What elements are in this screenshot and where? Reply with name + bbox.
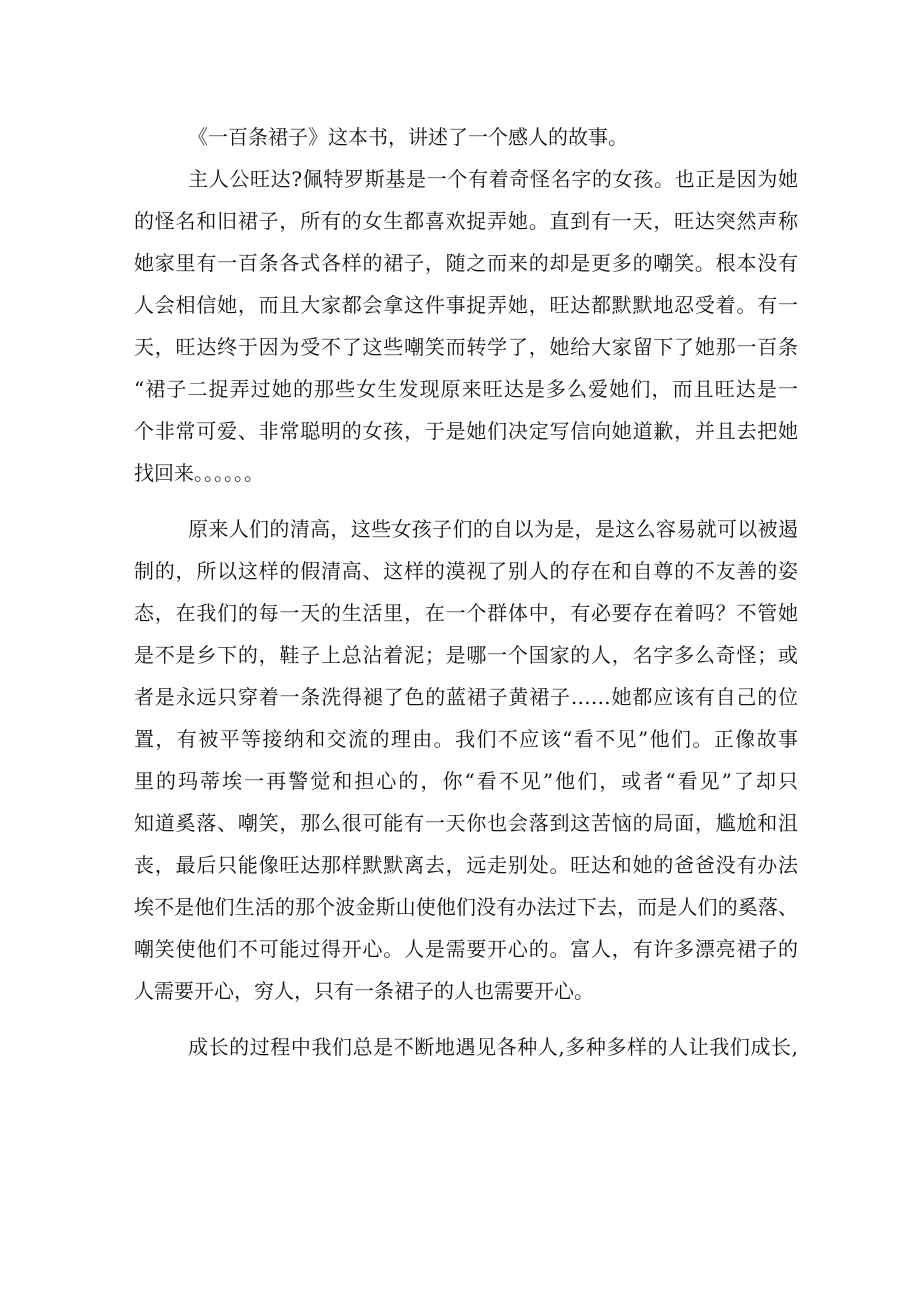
text-line: 知道奚落、嘲笑，那么很可能有一天你也会落到这苦恼的局面，尴尬和沮 <box>134 811 798 835</box>
text-line: 主人公旺达?佩特罗斯基是一个有着奇怪名字的女孩。也正是因为她 <box>188 167 798 191</box>
paragraph-growth <box>134 1026 798 1068</box>
text-line: 天，旺达终于因为受不了这些嘲笑而转学了，她给大家留下了她那一百条 <box>134 335 798 359</box>
text-line: 原来人们的清高，这些女孩子们的自以为是，是这么容易就可以被遏 <box>188 517 798 541</box>
text-line: 的怪名和旧裙子，所有的女生都喜欢捉弄她。直到有一天，旺达突然声称 <box>134 209 798 233</box>
text-line: 里的玛蒂埃一再警觉和担心的，你“看不见”他们，或者“看见”了却只 <box>134 769 798 793</box>
text-line: 人需要开心，穷人，只有一条裙子的人也需要开心。 <box>134 979 594 1003</box>
text-line: 《一百条裙子》这本书，讲述了一个感人的故事。 <box>188 125 628 149</box>
text-line: 置，有被平等接纳和交流的理由。我们不应该“看不见”他们。正像故事 <box>134 727 798 751</box>
text-line: 埃不是他们生活的那个波金斯山使他们没有办法过下去，而是人们的奚落、 <box>134 895 798 919</box>
text-line: 成长的过程中我们总是不断地遇见各种人,多种多样的人让我们成长, <box>188 1035 798 1059</box>
text-line: 是不是乡下的，鞋子上总沾着泥；是哪一个国家的人，名字多么奇怪；或 <box>134 643 798 667</box>
document-body <box>134 116 798 1068</box>
text-line: 丧，最后只能像旺达那样默默离去，远走别处。旺达和她的爸爸没有办法 <box>134 853 798 877</box>
paragraph-intro <box>134 116 798 158</box>
paragraph-reflection <box>134 508 798 1012</box>
text-line: 者是永远只穿着一条洗得褪了色的蓝裙子黄裙子……她都应该有自己的位 <box>134 685 798 709</box>
text-line: 嘲笑使他们不可能过得开心。人是需要开心的。富人，有许多漂亮裙子的 <box>134 937 798 961</box>
paragraph-story-summary <box>134 158 798 494</box>
text-line: “裙子二捉弄过她的那些女生发现原来旺达是多么爱她们，而且旺达是一 <box>134 377 798 401</box>
text-line: 人会相信她，而且大家都会拿这件事捉弄她，旺达都默默地忍受着。有一 <box>134 293 798 317</box>
text-line: 态，在我们的每一天的生活里，在一个群体中，有必要存在着吗？不管她 <box>134 601 798 625</box>
text-line: 制的，所以这样的假清高、这样的漠视了别人的存在和自尊的不友善的姿 <box>134 559 798 583</box>
text-line: 个非常可爱、非常聪明的女孩，于是她们决定写信向她道歉，并且去把她 <box>134 419 798 443</box>
text-line: 找回来。。。。。。 <box>134 461 264 485</box>
text-line: 她家里有一百条各式各样的裙子，随之而来的却是更多的嘲笑。根本没有 <box>134 251 798 275</box>
